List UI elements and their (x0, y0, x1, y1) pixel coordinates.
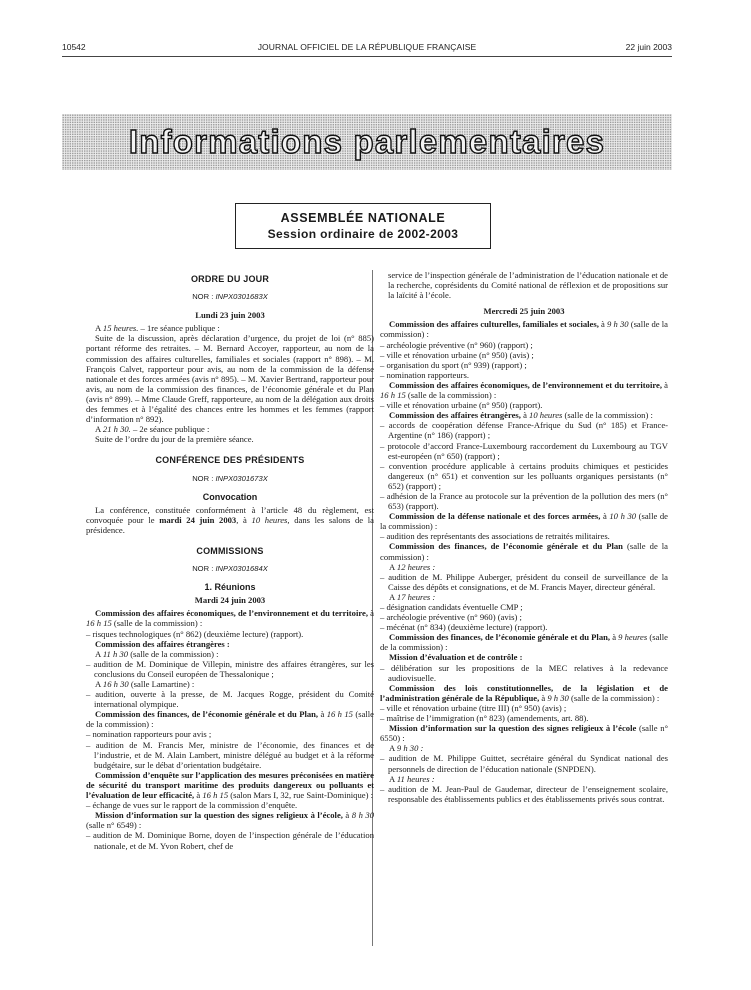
conv-part2: , à (236, 514, 252, 525)
assembly-box (235, 203, 491, 249)
section-title-conference: CONFÉRENCE DES PRÉSIDENTS (155, 455, 305, 466)
slot-time: 11 h 30 (102, 648, 129, 659)
commission-name: Commission de la défense nationale et des forces armées, (389, 511, 601, 522)
commission-time: 16 h 15 (326, 709, 353, 720)
commission-time: 9 heures (618, 632, 648, 643)
seance-1-text: Suite de la discussion, après déclaration d’urgence, du projet de loi (n° 885) portant réforme des retraites. – M. Bernard Accoyer, rapporteur, au nom de la commission des affaires culturelles, familiales et sociales (rapport n° 898). – M. François Calvet, rapporteur pour avis, au nom de la commission de la défense nationale et des forces armées (avis n° 895). – M. Xavier Bertrand, rapporteur pour avis, au nom de la commission des finances, de l’économie générale et du Plan (avis n° 899). – Mme Claude Greff, rapporteure, au nom de la délégation aux droits des femmes et à l’égalité des chances entre les hommes et les femmes (rapport d’information n° 892). (86, 333, 374, 425)
at-word: à (661, 379, 668, 390)
commission-entry (86, 709, 374, 729)
assembly-name: ASSEMBLÉE NATIONALE (280, 211, 446, 225)
commission-time: 9 h 30 (607, 319, 629, 330)
banner-title: Informations parlementaires (128, 123, 606, 160)
commission-entry (380, 511, 668, 531)
nor-commissions (86, 564, 374, 574)
commission-name: Commission des affaires économiques, de l’environnement et du territoire, (389, 379, 662, 390)
commission-name: Commission des affaires économiques, de l’environnement et du territoire, (95, 608, 368, 619)
agenda-item: – audition des représentants des associations de retraités militaires. (380, 531, 610, 542)
section-title-ordre: ORDRE DU JOUR (190, 274, 270, 284)
nor-code: INPX0301673X (215, 473, 268, 483)
conv-time: 10 heures (251, 514, 288, 525)
nor-conference (86, 474, 374, 484)
agenda-item: – audition de M. Philippe Guittet, secrétaire général du Syndicat national des personnels de direction de l’éducation nationale (SNPDEN). (380, 753, 668, 774)
agenda-item: – accords de coopération défense France-Afrique du Sud (n° 185) et France-Argentine (n° 186) (rapport) ; (380, 420, 668, 441)
commission-name: Commission des finances, de l’économie générale et du Plan, (389, 632, 611, 643)
left-column (86, 274, 374, 851)
at-word: à (598, 319, 608, 330)
commission-room: (salon Mars I, 32, rue Saint-Dominique) : (228, 790, 373, 801)
agenda-item: – organisation du sport (n° 939) (rapport) ; (380, 359, 527, 370)
commission-name: Mission d’information sur la question des signes religieux à l’école, (95, 810, 343, 821)
slot-time: 17 heures : (396, 591, 436, 602)
at-word: A (389, 743, 397, 754)
reunions-title: 1. Réunions (204, 582, 256, 593)
commission-name: Commission des finances, de l’économie générale et du Plan, (95, 709, 319, 720)
banner (62, 114, 672, 170)
agenda-item: – archéologie préventive (n° 960) (rapport) ; (380, 339, 533, 350)
convocation-text (86, 505, 374, 535)
at-word: à (342, 810, 352, 821)
commission-time: 9 h 30 (547, 692, 569, 703)
nor-label: NOR : (192, 292, 214, 302)
commission-room: (salle n° 6550) : (380, 723, 669, 744)
commission-entry (380, 632, 668, 652)
agenda-item: – audition de M. Philippe Auberger, président du conseil de surveillance de la Caisse des dépôts et consignations, et de M. Francis Mayer, directeur général. (380, 571, 668, 592)
right-column (380, 270, 668, 804)
agenda-item: – convention procédure applicable à certains produits chimiques et pesticides dangereux (n° 651) et convention sur les polluants organiques persistants (n° 652) (rapport) ; (380, 460, 668, 491)
agenda-item: – audition de M. Dominique Borne, doyen de l’inspection générale de l’éducation nationale, et de M. Yvon Robert, chef de (86, 830, 374, 851)
seance-1-label: – 1re séance publique : (138, 323, 220, 334)
day-mercredi: Mercredi 25 juin 2003 (483, 306, 565, 317)
commission-room: (salle de la commission) : (86, 709, 374, 730)
at-word: A (95, 648, 103, 659)
slot-room: (salle de la commission) : (128, 648, 219, 659)
commission-room: (salle de la commission) : (380, 511, 668, 532)
time-slot (380, 743, 668, 753)
commission-entry (86, 639, 374, 649)
commission-entry (380, 541, 668, 561)
page-header (62, 42, 672, 56)
issue-date: 22 juin 2003 (625, 42, 672, 52)
time-slot (86, 649, 374, 659)
commission-room: (salle n° 6549) : (86, 820, 142, 831)
nor-label: NOR : (192, 473, 214, 483)
nor-code: INPX0301684X (215, 564, 268, 574)
commission-room: (salle de la commission) : (111, 618, 203, 629)
convocation-title: Convocation (202, 491, 258, 502)
commission-name: Commission des affaires étrangères : (95, 638, 230, 649)
slot-room: (salle Lamartine) : (128, 679, 195, 689)
at-word: A (389, 591, 397, 602)
nor-ordre (86, 292, 374, 302)
agenda-item: – protocole d’accord France-Luxembourg raccordement du Luxembourg au TGV est-européen (n° 650) (rapport) ; (380, 440, 668, 461)
commission-entry (86, 810, 374, 830)
agenda-item: – ville et rénovation urbaine (n° 950) (avis) ; (380, 349, 534, 360)
agenda-item: – audition de M. Francis Mer, ministre de l’économie, des finances et de l’industrie, et de M. Alain Lambert, ministre délégué au budget et à la réforme budgétaire, sur le débat d’orientation budgétaire. (86, 739, 374, 770)
day-mardi: Mardi 24 juin 2003 (194, 595, 266, 606)
at-word: à (194, 790, 203, 801)
time-slot (380, 592, 668, 602)
commission-time: 10 heures (529, 410, 563, 421)
commission-room: (salle de la commission) : (380, 541, 668, 562)
commission-time: 16 h 15 (202, 790, 229, 801)
page-number: 10542 (62, 42, 86, 52)
commission-room: (salle de la commission) : (405, 390, 497, 401)
time-slot (380, 562, 668, 572)
header-rule (62, 56, 672, 57)
at-word: à (367, 608, 374, 619)
agenda-item: – risques technologiques (n° 862) (deuxième lecture) (rapport). (86, 628, 304, 639)
commission-name: Commission des finances, de l’économie générale et du Plan (389, 541, 623, 552)
commission-time: 16 h 15 (380, 390, 406, 401)
commission-entry (380, 723, 668, 743)
commission-name: Commission des lois constitutionnelles, de la législation et de l’administration générale de la République, (380, 682, 668, 703)
commission-room: (salle de la commission) : (568, 692, 660, 703)
commission-entry (380, 380, 668, 400)
commission-entry (380, 683, 668, 703)
agenda-item: – délibération sur les propositions de la MEC relatives à la redevance audiovisuelle. (380, 662, 668, 683)
commission-room: (salle de la commission) : (380, 632, 668, 653)
nor-code: INPX0301683X (215, 292, 268, 302)
agenda-item: – adhésion de la France au protocole sur la prévention de la pollution des mers (n° 653) (rapport). (380, 490, 668, 512)
slot-time: 9 h 30 : (396, 743, 424, 754)
at-word: A (389, 773, 397, 784)
at-word: à (610, 632, 619, 643)
at-word: A (389, 561, 397, 572)
conv-part3: , dans les salons de la présidence. (86, 514, 374, 535)
commission-name: Mission d’information sur la question des signes religieux à l’école (389, 723, 637, 734)
agenda-item: – maîtrise de l’immigration (n° 823) (amendements, art. 88). (380, 713, 589, 724)
seance-2-time: 21 h 30. (102, 424, 131, 435)
agenda-item: – audition, ouverte à la presse, de M. Jacques Rogge, président du Comité international olympique. (86, 689, 374, 710)
commission-time: 16 h 15 (86, 618, 112, 629)
commission-room: (salle de la commission) : (562, 410, 653, 421)
commission-name: Commission des affaires étrangères, (389, 410, 521, 421)
day-lundi: Lundi 23 juin 2003 (195, 310, 265, 321)
conv-part1: La conférence, constituée conformément à l’article 48 du règlement, est convoquée pour le (86, 504, 374, 525)
at-word: à (539, 692, 548, 703)
slot-time: 16 h 30 (102, 679, 129, 689)
agenda-item: – ville et rénovation urbaine (titre III) (n° 950) (avis) ; (380, 702, 567, 713)
journal-title: JOURNAL OFFICIEL DE LA RÉPUBLIQUE FRANÇAISE (257, 42, 477, 52)
slot-time: 11 heures : (396, 773, 435, 784)
agenda-item: – ville et rénovation urbaine (n° 950) (rapport). (380, 400, 543, 411)
continued-text: service de l’inspection générale de l’administration de l’éducation nationale et de la recherche, coprésidents du Comité national de réflexion et de propositions sur la laïcité à l’école. (388, 270, 668, 301)
agenda-item: – nomination rapporteurs pour avis ; (86, 729, 212, 740)
agenda-item: – mécénat (n° 834) (deuxième lecture) (rapport). (380, 622, 548, 633)
seance-2: A 21 h 30. – 2e séance publique : (95, 424, 210, 435)
time-slot (380, 774, 668, 784)
commission-entry (86, 608, 374, 628)
session-name: Session ordinaire de 2002-2003 (267, 227, 459, 241)
time-slot (86, 679, 374, 689)
agenda-item: – audition de M. Dominique de Villepin, ministre des affaires étrangères, sur les conclusions du Conseil européen de Thessalonique ; (86, 658, 374, 679)
slot-time: 12 heures : (396, 561, 436, 572)
seance-2-label: – 2e séance publique : (130, 424, 210, 435)
agenda-item: – archéologie préventive (n° 960) (avis) ; (380, 612, 522, 623)
commission-time: 8 h 30 (351, 810, 374, 821)
agenda-item: – audition de M. Jean-Paul de Gaudemar, directeur de l’enseignement scolaire, responsable des établissements publics et des établissements privés sous contrat. (380, 783, 668, 804)
agenda-item: – désignation candidats éventuelle CMP ; (380, 602, 523, 612)
commission-entry (86, 770, 374, 800)
commission-entry (380, 410, 668, 420)
seance-1-time: 15 heures. (102, 323, 139, 334)
at-word: à (520, 410, 530, 421)
at-word: à (318, 709, 327, 720)
agenda-item: – échange de vues sur le rapport de la commission d’enquête. (86, 800, 298, 811)
commission-entry (380, 319, 668, 339)
at-word: à (600, 511, 610, 522)
commission-name: Commission des affaires culturelles, familiales et sociales, (389, 319, 599, 330)
at-word: A (95, 679, 103, 689)
nor-label: NOR : (192, 564, 214, 574)
section-title-commissions: COMMISSIONS (196, 545, 264, 556)
commission-name: Commission d’enquête sur l’application des mesures préconisées en matière de sécurité du transport maritime des produits dangereux ou polluants et l’évaluation de leur efficacité, (86, 769, 374, 801)
commission-room: (salle de la commission) : (380, 319, 668, 340)
seance-1: A 15 heures. – 1re séance publique : (95, 323, 220, 334)
agenda-item: – nomination rapporteurs. (380, 369, 470, 380)
mission-title: Mission d’évaluation et de contrôle : (389, 652, 523, 663)
commission-time: 10 h 30 (609, 511, 637, 522)
seance-2-text: Suite de l’ordre du jour de la première séance. (95, 434, 254, 445)
conv-date: mardi 24 juin 2003 (159, 514, 237, 525)
